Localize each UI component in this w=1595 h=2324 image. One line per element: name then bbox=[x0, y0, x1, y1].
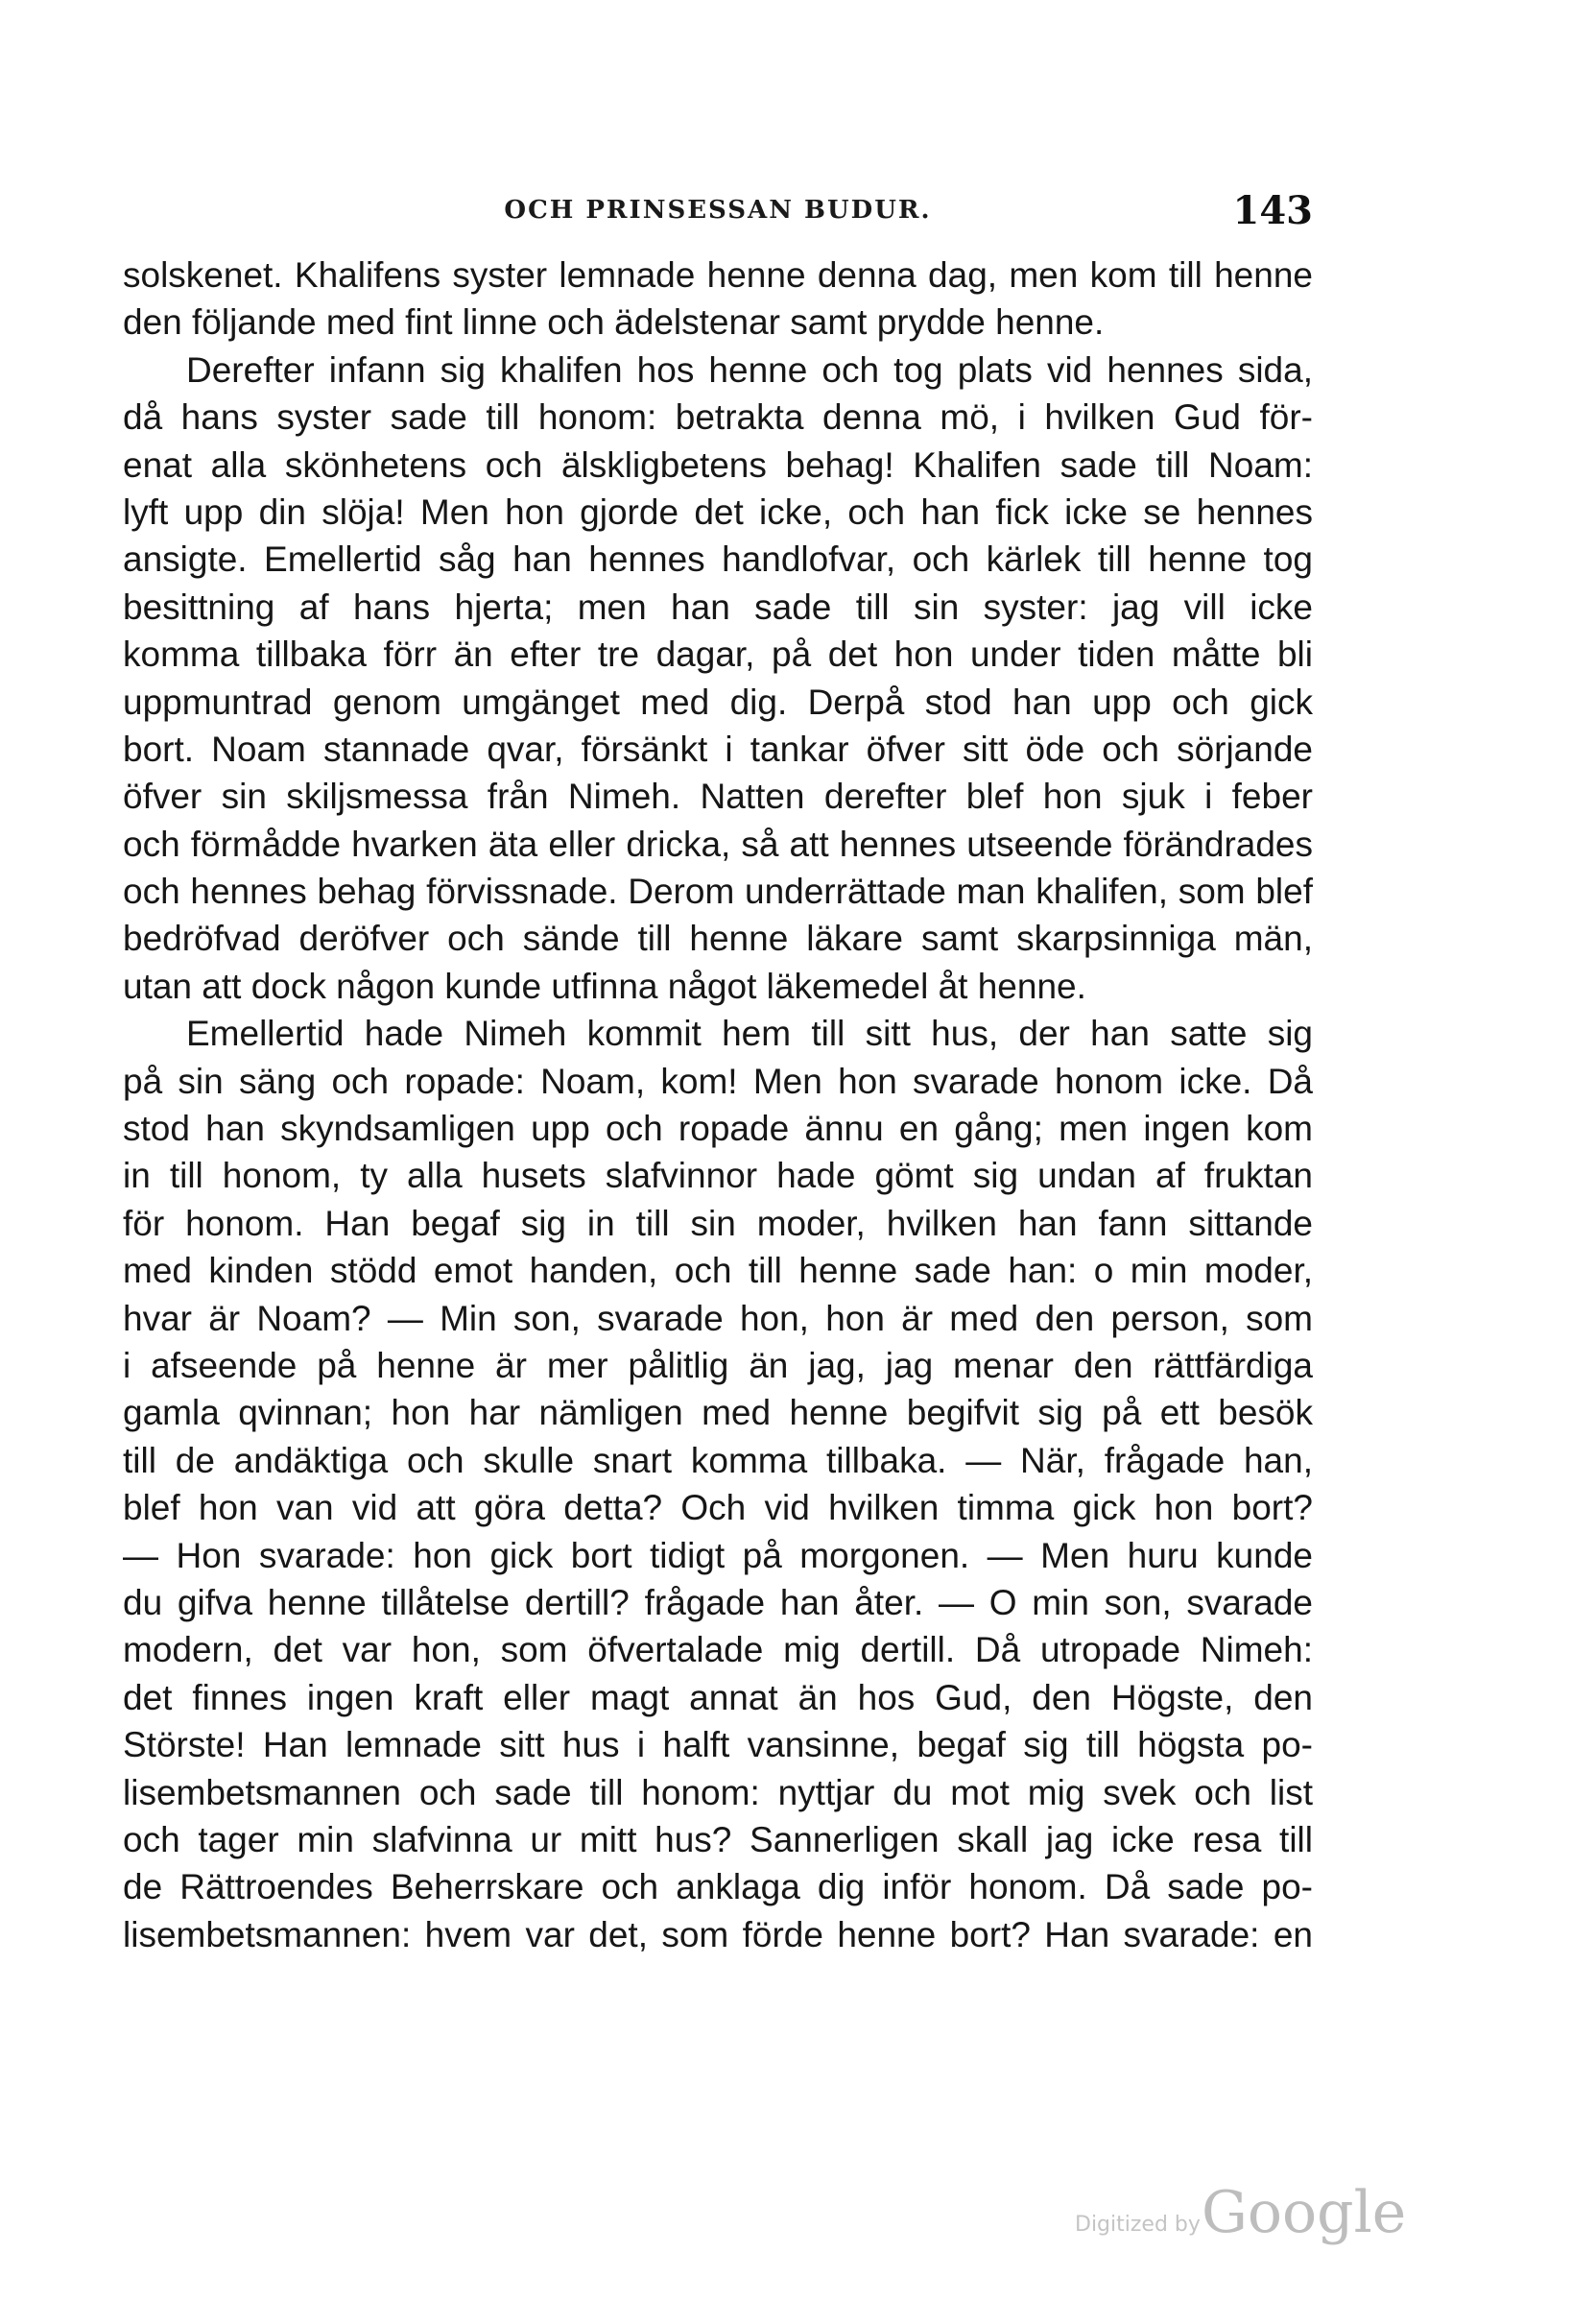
page-number: 143 bbox=[1232, 188, 1313, 233]
text-line: Emellertid hade Nimeh kommit hem till sitt hus, der han satte sig bbox=[186, 1014, 1313, 1054]
text-line: enat alla skönhetens och älskligbetens behag! Khalifen sade till Noam: bbox=[123, 444, 1313, 485]
text-line: — Hon svarade: hon gick bort tidigt på morgonen. — Men huru kunde bbox=[123, 1535, 1313, 1575]
text-line: till de andäktiga och skulle snart komma tillbaka. — När, frågade han, bbox=[123, 1440, 1313, 1480]
text-line: ansigte. Emellertid såg han hennes handlofvar, och kärlek till henne tog bbox=[123, 539, 1313, 580]
text-line: du gifva henne tillåtelse dertill? frågade han åter. — O min son, svarade bbox=[123, 1582, 1313, 1622]
text-line: solskenet. Khalifens syster lemnade henne denna dag, men kom till henne bbox=[123, 255, 1313, 295]
text-line: blef hon van vid att göra detta? Och vid hvilken timma gick hon bort? bbox=[123, 1488, 1313, 1528]
text-line: stod han skyndsamligen upp och ropade ännu en gång; men ingen kom bbox=[123, 1109, 1313, 1149]
text-line: uppmuntrad genom umgänget med dig. Derpå stod han upp och gick bbox=[123, 682, 1313, 722]
text-line: den följande med fint linne och ädelstenar samt prydde henne. bbox=[123, 302, 1105, 343]
digitized-label: Digitized by bbox=[1075, 2213, 1201, 2237]
text-line: lisembetsmannen: hvem var det, som förde henne bort? Han svarade: en bbox=[123, 1914, 1313, 1954]
digitized-footer bbox=[1075, 2177, 1407, 2246]
text-line: Störste! Han lemnade sitt hus i halft vansinne, begaf sig till högsta po- bbox=[123, 1725, 1313, 1765]
text-line: lyft upp din slöja! Men hon gjorde det icke, och han fick icke se hennes bbox=[123, 491, 1313, 532]
text-line: in till honom, ty alla husets slafvinnor hade gömt sig undan af fruktan bbox=[123, 1156, 1313, 1196]
text-line: då hans syster sade till honom: betrakta denna mö, i hvilken Gud för- bbox=[123, 397, 1313, 438]
text-line: Derefter infann sig khalifen hos henne och tog plats vid hennes sida, bbox=[186, 349, 1313, 390]
running-head bbox=[123, 188, 1313, 246]
text-line: det finnes ingen kraft eller magt annat än hos Gud, den Högste, den bbox=[123, 1677, 1313, 1717]
text-line: besittning af hans hjerta; men han sade till sin syster: jag vill icke bbox=[123, 587, 1313, 627]
text-line: lisembetsmannen och sade till honom: nyttjar du mot mig svek och list bbox=[123, 1772, 1313, 1812]
text-line: de Rättroendes Beherrskare och anklaga dig inför honom. Då sade po- bbox=[123, 1867, 1313, 1907]
text-line: för honom. Han begaf sig in till sin moder, hvilken han fann sittande bbox=[123, 1203, 1313, 1243]
text-line: i afseende på henne är mer pålitlig än jag, jag menar den rättfärdiga bbox=[123, 1345, 1313, 1385]
text-line: gamla qvinnan; hon har nämligen med henne begifvit sig på ett besök bbox=[123, 1393, 1313, 1433]
google-logo: Google bbox=[1202, 2179, 1407, 2246]
text-line: utan att dock någon kunde utfinna något läkemedel åt henne. bbox=[123, 966, 1086, 1006]
text-line: bort. Noam stannade qvar, försänkt i tankar öfver sitt öde och sörjande bbox=[123, 729, 1313, 769]
text-line: och tager min slafvinna ur mitt hus? Sannerligen skall jag icke resa till bbox=[123, 1819, 1313, 1859]
text-line: hvar är Noam? — Min son, svarade hon, hon är med den person, som bbox=[123, 1298, 1313, 1338]
text-line: öfver sin skiljsmessa från Nimeh. Natten derefter blef hon sjuk i feber bbox=[123, 777, 1313, 817]
running-title: OCH PRINSESSAN BUDUR. bbox=[504, 196, 932, 225]
text-line: med kinden stödd emot handen, och till henne sade han: o min moder, bbox=[123, 1251, 1313, 1291]
text-line: bedröfvad deröfver och sände till henne läkare samt skarpsinniga män, bbox=[123, 919, 1313, 959]
body-text bbox=[123, 252, 1313, 2123]
text-line: komma tillbaka förr än efter tre dagar, på det hon under tiden måtte bli bbox=[123, 635, 1313, 675]
text-line: modern, det var hon, som öfvertalade mig dertill. Då utropade Nimeh: bbox=[123, 1630, 1313, 1670]
text-line: på sin säng och ropade: Noam, kom! Men hon svarade honom icke. Då bbox=[123, 1061, 1313, 1101]
text-line: och förmådde hvarken äta eller dricka, så att hennes utseende förändrades bbox=[123, 824, 1313, 864]
text-line: och hennes behag förvissnade. Derom underrättade man khalifen, som blef bbox=[123, 872, 1313, 912]
